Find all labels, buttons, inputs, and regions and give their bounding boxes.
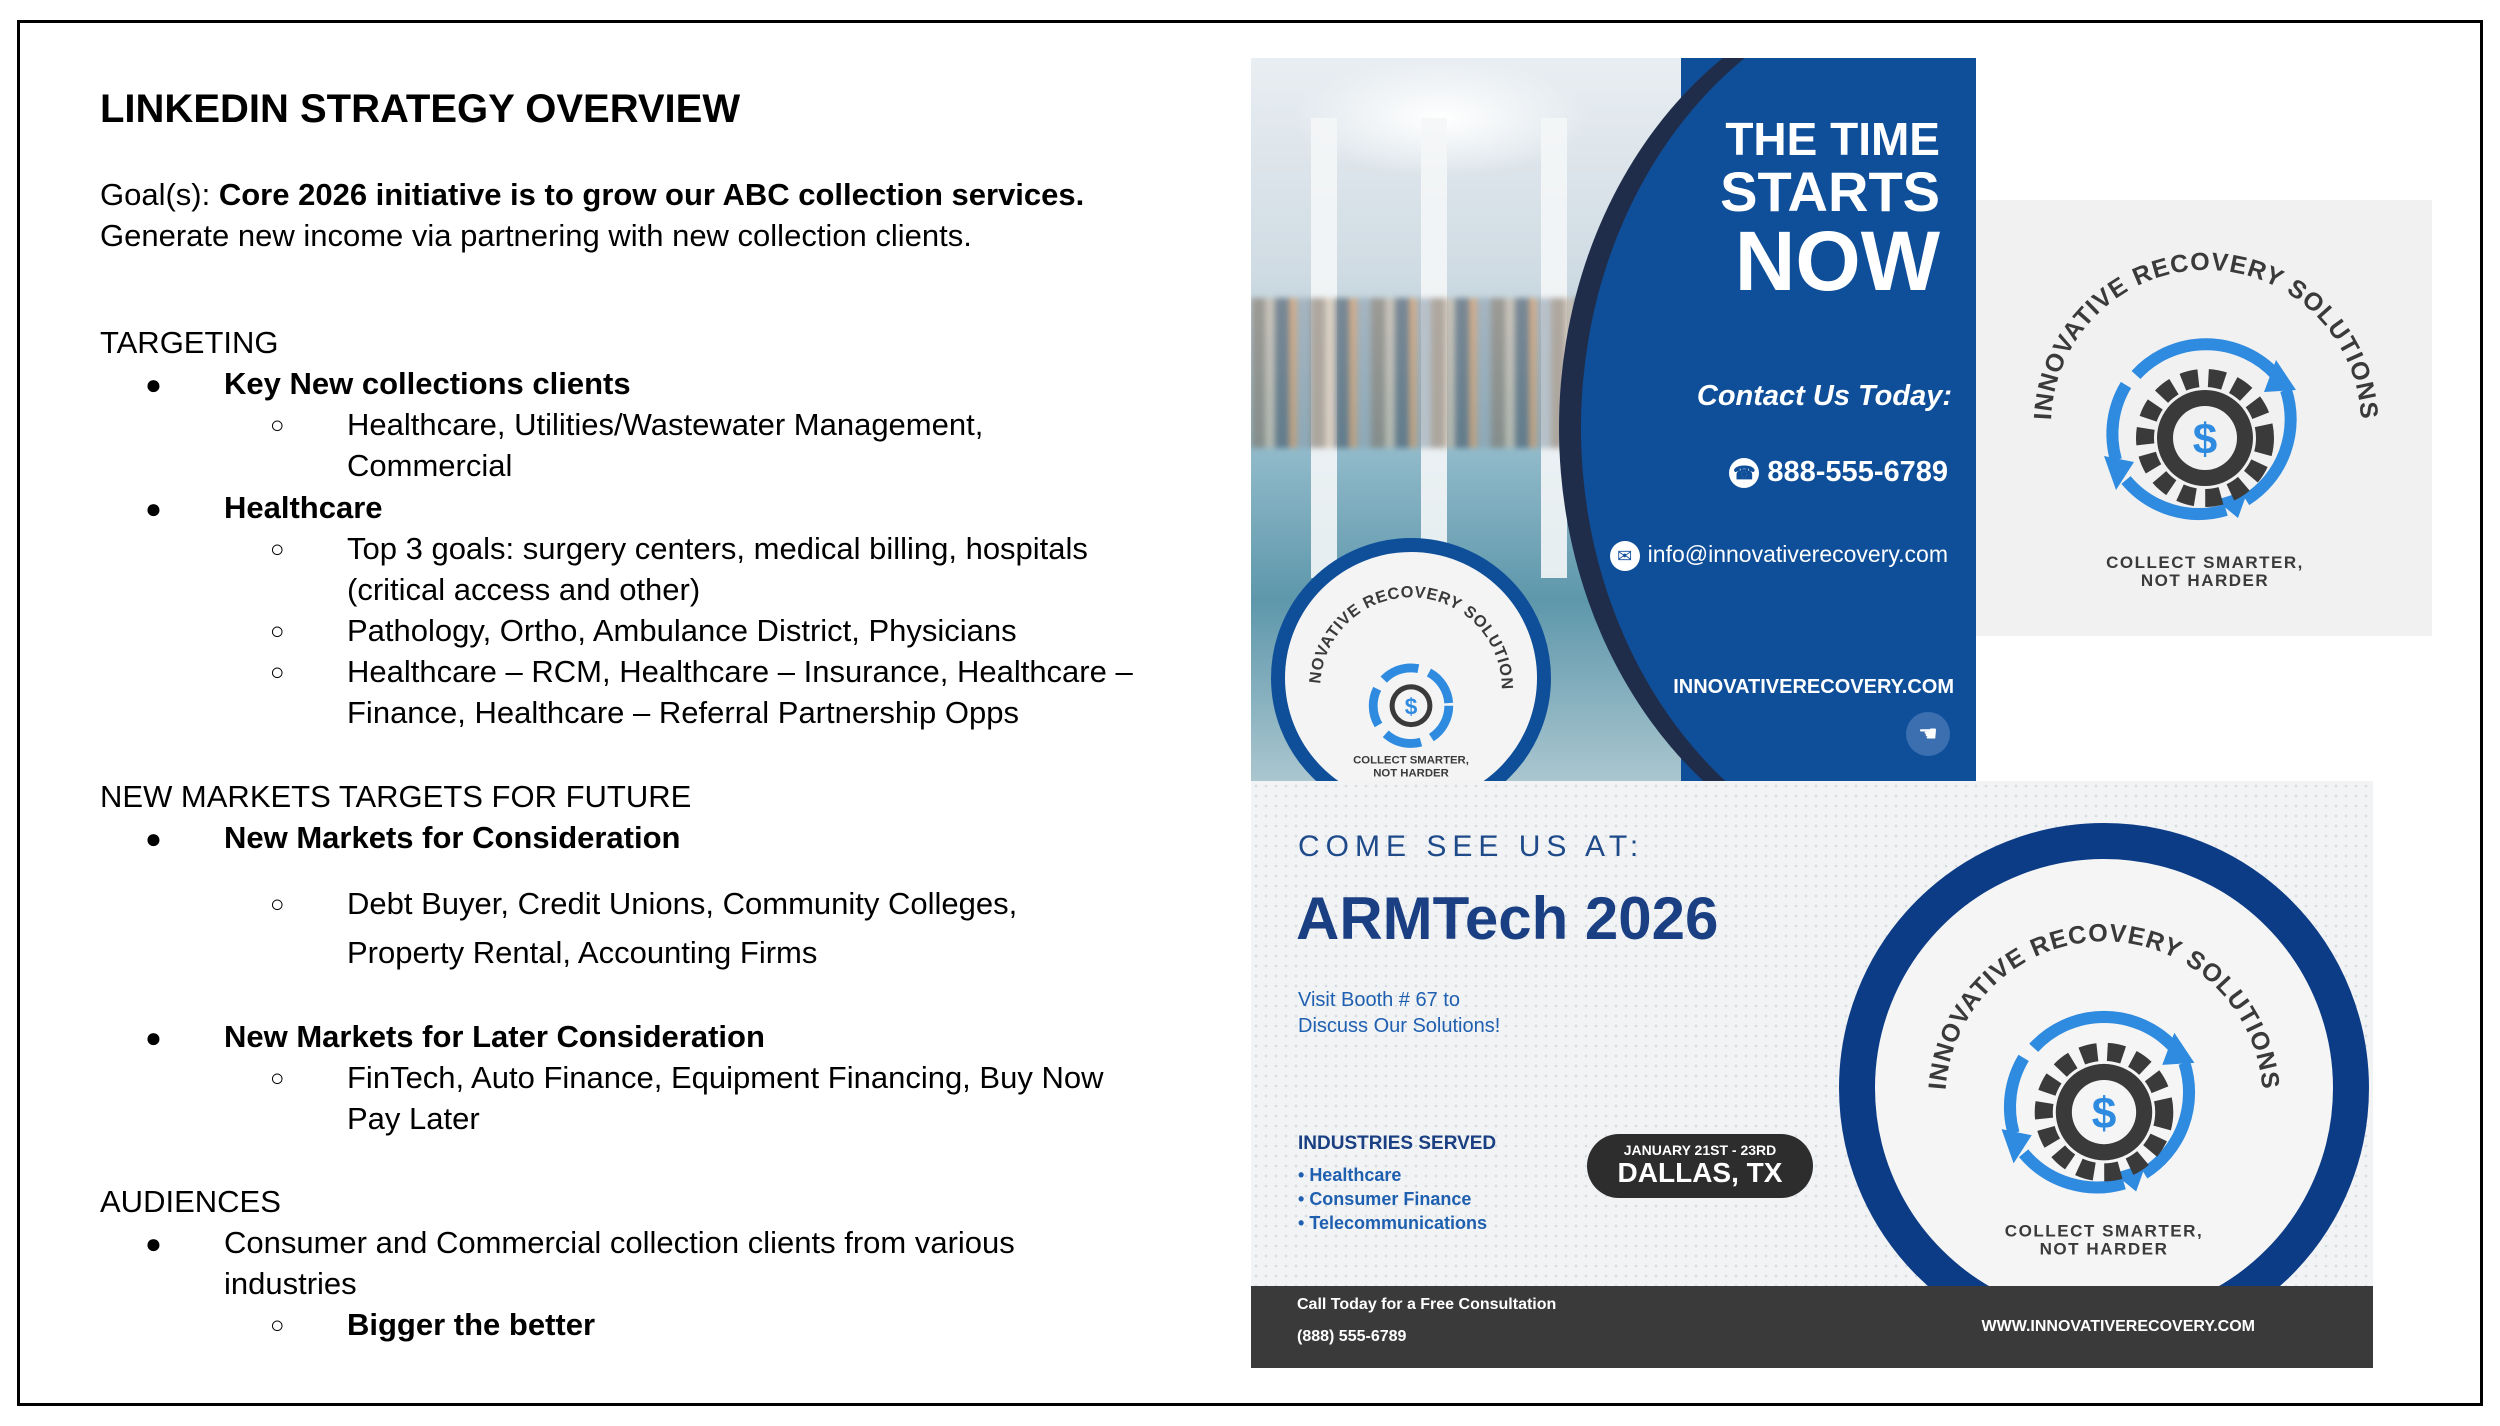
industry-item: • Healthcare xyxy=(1298,1163,1487,1187)
section-heading-audiences: AUDIENCES xyxy=(100,1184,281,1219)
healthcare-subitem-line: (critical access and other) xyxy=(347,572,701,607)
svg-text:COLLECT SMARTER,: COLLECT SMARTER, xyxy=(2106,553,2304,572)
ad-headline-line: NOW xyxy=(1734,214,1940,308)
targeting-subitem-line: Commercial xyxy=(347,448,513,483)
new-markets-subitem-line: Debt Buyer, Credit Unions, Community Colleges, xyxy=(347,886,1018,921)
ad-headline-line: STARTS xyxy=(1720,160,1940,223)
ad-armtech-2026 xyxy=(1251,781,2373,1368)
circle-bullet-icon: ○ xyxy=(270,536,285,563)
targeting-subitem-line: Healthcare, Utilities/Wastewater Management, xyxy=(347,407,984,442)
event-dates: JANUARY 21ST - 23RD xyxy=(1623,1142,1777,1158)
company-logo xyxy=(1285,552,1537,781)
industry-item: • Consumer Finance xyxy=(1298,1187,1487,1211)
svg-text:INNOVATIVE RECOVERY SOLUTIONS: INNOVATIVE RECOVERY SOLUTIONS xyxy=(1923,919,2285,1092)
bullet-icon: ● xyxy=(145,369,162,400)
booth-line: Discuss Our Solutions! xyxy=(1298,1015,1501,1037)
logo-panel xyxy=(1976,200,2432,636)
contact-phone xyxy=(1729,456,1948,489)
new-markets-later-subitem-line: FinTech, Auto Finance, Equipment Financing, Buy Now xyxy=(347,1060,1104,1095)
svg-text:COLLECT SMARTER,: COLLECT SMARTER, xyxy=(1353,754,1469,767)
audiences-subitem-bigger: Bigger the better xyxy=(347,1307,596,1342)
circle-bullet-icon: ○ xyxy=(270,891,285,918)
circle-bullet-icon: ○ xyxy=(270,659,285,686)
svg-text:NOT HARDER: NOT HARDER xyxy=(2039,1239,2169,1259)
event-city: DALLAS, TX xyxy=(1617,1157,1783,1188)
bullet-icon: ● xyxy=(145,823,162,854)
svg-text:NOT HARDER: NOT HARDER xyxy=(2140,571,2270,590)
bullet-icon: ● xyxy=(145,1022,162,1053)
svg-text:INNOVATIVE RECOVERY SOLUTIONS: INNOVATIVE RECOVERY SOLUTIONS xyxy=(2029,247,2384,421)
booth-line: Visit Booth # 67 to xyxy=(1298,989,1460,1011)
bullet-icon: ● xyxy=(145,493,162,524)
hand-click-icon: ☚ xyxy=(1906,712,1950,756)
circle-bullet-icon: ○ xyxy=(270,412,285,439)
footer-call-text: Call Today for a Free Consultation xyxy=(1297,1296,1557,1313)
contact-heading: Contact Us Today: xyxy=(1696,380,1952,412)
goal-line xyxy=(100,174,1084,216)
ad-the-time-starts-now xyxy=(1251,58,1976,781)
audiences-item-line: Consumer and Commercial collection clients from various xyxy=(224,1225,1015,1260)
logo-ring xyxy=(1839,823,2369,1353)
email-icon: ✉ xyxy=(1610,541,1640,571)
company-logo-large xyxy=(1976,200,2432,636)
healthcare-subitem-line: Top 3 goals: surgery centers, medical billing, hospitals xyxy=(347,531,1088,566)
footer-website: WWW.INNOVATIVERECOVERY.COM xyxy=(1981,1318,2255,1335)
booth-info xyxy=(1298,987,1598,1039)
section-heading-new-markets: NEW MARKETS TARGETS FOR FUTURE xyxy=(100,779,692,814)
phone-icon: ☎ xyxy=(1729,458,1759,488)
footer-phone: (888) 555-6789 xyxy=(1297,1328,1407,1345)
email-text: info@innovativerecovery.com xyxy=(1647,541,1948,568)
new-markets-item-consideration: New Markets for Consideration xyxy=(224,820,681,855)
circle-bullet-icon: ○ xyxy=(270,1065,285,1092)
goal-prefix: Goal(s): xyxy=(100,177,219,212)
healthcare-subitem-line: Healthcare – RCM, Healthcare – Insurance, Healthcare – xyxy=(347,654,1133,689)
phone-text: 888-555-6789 xyxy=(1767,456,1948,488)
svg-text:$: $ xyxy=(1404,693,1418,720)
new-markets-item-later: New Markets for Later Consideration xyxy=(224,1019,765,1054)
goal-description: Generate new income via partnering with new collection clients. xyxy=(100,218,972,253)
new-markets-subitem-line: Property Rental, Accounting Firms xyxy=(347,935,818,970)
audiences-item-line: industries xyxy=(224,1266,357,1301)
event-name: ARMTech 2026 xyxy=(1296,885,1719,952)
healthcare-subitem-line: Pathology, Ortho, Ambulance District, Physicians xyxy=(347,613,1017,648)
svg-text:$: $ xyxy=(2091,1089,2117,1139)
industries-list xyxy=(1298,1163,1487,1235)
svg-text:INNOVATIVE RECOVERY SOLUTIONS: NOVATIVE RECOVERY SOLUTION xyxy=(1306,583,1516,691)
section-heading-targeting: TARGETING xyxy=(100,325,279,360)
company-logo-ring xyxy=(1875,859,2333,1317)
goal-statement: Core 2026 initiative is to grow our ABC collection services. xyxy=(218,177,1085,212)
logo-badge xyxy=(1271,538,1551,781)
contact-email xyxy=(1610,541,1948,571)
svg-text:$: $ xyxy=(2192,415,2218,464)
circle-bullet-icon: ○ xyxy=(270,618,285,645)
event-date-badge xyxy=(1587,1134,1813,1198)
new-markets-later-subitem-line: Pay Later xyxy=(347,1101,480,1136)
bullet-icon: ● xyxy=(145,1228,162,1259)
targeting-item-healthcare: Healthcare xyxy=(224,490,383,525)
svg-text:COLLECT SMARTER,: COLLECT SMARTER, xyxy=(2004,1221,2204,1241)
healthcare-subitem-line: Finance, Healthcare – Referral Partnership Opps xyxy=(347,695,1019,730)
svg-text:NOT HARDER: NOT HARDER xyxy=(1373,767,1449,780)
industry-item: • Telecommunications xyxy=(1298,1211,1487,1235)
ad-headline-line: THE TIME xyxy=(1725,113,1940,165)
come-see-us-heading: COME SEE US AT: xyxy=(1298,830,1645,863)
targeting-item-key-clients: Key New collections clients xyxy=(224,366,631,401)
circle-bullet-icon: ○ xyxy=(270,1312,285,1339)
industries-heading: INDUSTRIES SERVED xyxy=(1298,1133,1497,1154)
page-title: LINKEDIN STRATEGY OVERVIEW xyxy=(100,87,741,131)
ad-website: INNOVATIVERECOVERY.COM xyxy=(1673,676,1954,698)
